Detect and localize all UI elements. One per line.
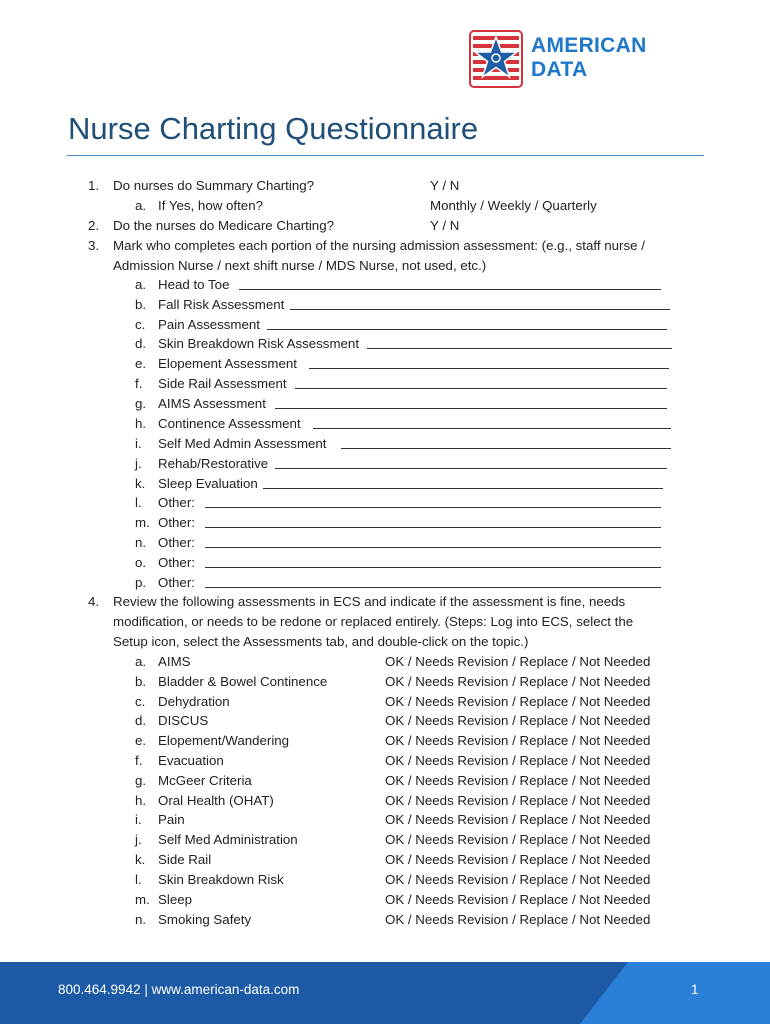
item-letter: h. <box>135 416 147 431</box>
item-letter: p. <box>135 575 147 590</box>
item-letter: i. <box>135 812 142 827</box>
question-text: Do the nurses do Medicare Charting? <box>113 218 334 233</box>
item-letter: c. <box>135 317 146 332</box>
item-label: Smoking Safety <box>158 912 252 927</box>
fill-in-blank[interactable] <box>295 374 667 389</box>
item-letter: f. <box>135 753 143 768</box>
answer-options: Y / N <box>430 178 460 193</box>
item-letter: l. <box>135 495 142 510</box>
item-letter: b. <box>135 297 147 312</box>
item-label: Self Med Admin Assessment <box>158 436 327 451</box>
item-label: Pain Assessment <box>158 317 260 332</box>
item-letter: a. <box>135 654 147 669</box>
item-label: Bladder & Bowel Continence <box>158 674 328 689</box>
item-letter: a. <box>135 277 147 292</box>
item-label: Fall Risk Assessment <box>158 297 285 312</box>
page-title: Nurse Charting Questionnaire <box>68 111 479 146</box>
answer-options: Y / N <box>430 218 460 233</box>
page-number: 1 <box>691 982 699 997</box>
item-label: Other: <box>158 535 195 550</box>
logo-line-1: AMERICAN <box>531 34 647 57</box>
rating-options[interactable]: OK / Needs Revision / Replace / Not Needed <box>385 753 651 768</box>
question-text: Mark who completes each portion of the nursing admission assessment: (e.g., staff nurse / <box>113 238 645 253</box>
fill-in-blank[interactable] <box>239 275 661 290</box>
item-label: McGeer Criteria <box>158 773 252 788</box>
item-label: Other: <box>158 555 195 570</box>
item-label: Oral Health (OHAT) <box>158 793 274 808</box>
question-text: If Yes, how often? <box>158 198 263 213</box>
item-label: Sleep Evaluation <box>158 476 258 491</box>
item-letter: f. <box>135 376 143 391</box>
item-letter: k. <box>135 852 146 867</box>
item-letter: n. <box>135 912 147 927</box>
fill-in-blank[interactable] <box>205 533 661 548</box>
fill-in-blank[interactable] <box>267 315 667 330</box>
fill-in-blank[interactable] <box>205 513 661 528</box>
item-letter: n. <box>135 535 147 550</box>
item-label: Self Med Administration <box>158 832 298 847</box>
logo-line-2: DATA <box>531 58 588 81</box>
item-label: Other: <box>158 575 195 590</box>
question-number: 1. <box>88 178 100 193</box>
item-letter: j. <box>135 832 142 847</box>
fill-in-blank[interactable] <box>367 334 672 349</box>
item-label: DISCUS <box>158 713 209 728</box>
fill-in-blank[interactable] <box>313 414 671 429</box>
rating-options[interactable]: OK / Needs Revision / Replace / Not Needed <box>385 892 651 907</box>
item-letter: m. <box>135 515 150 530</box>
item-letter: j. <box>135 456 142 471</box>
item-letter: m. <box>135 892 150 907</box>
item-letter: d. <box>135 713 147 728</box>
question-4-continued: modification, or needs to be redone or replaced entirely. (Steps: Log into ECS, select the <box>113 614 634 629</box>
rating-options[interactable]: OK / Needs Revision / Replace / Not Needed <box>385 793 651 808</box>
item-label: AIMS Assessment <box>158 396 266 411</box>
question-4-continued: Setup icon, select the Assessments tab, and double-click on the topic.) <box>113 634 529 649</box>
item-label: Continence Assessment <box>158 416 301 431</box>
item-letter: g. <box>135 773 147 788</box>
item-label: Side Rail Assessment <box>158 376 287 391</box>
rating-options[interactable]: OK / Needs Revision / Replace / Not Needed <box>385 654 651 669</box>
item-label: Elopement Assessment <box>158 356 297 371</box>
item-letter: k. <box>135 476 146 491</box>
item-label: Pain <box>158 812 185 827</box>
item-label: Other: <box>158 495 195 510</box>
fill-in-blank[interactable] <box>205 553 661 568</box>
item-label: Head to Toe <box>158 277 230 292</box>
item-letter: o. <box>135 555 147 570</box>
rating-options[interactable]: OK / Needs Revision / Replace / Not Needed <box>385 852 651 867</box>
rating-options[interactable]: OK / Needs Revision / Replace / Not Needed <box>385 694 651 709</box>
rating-options[interactable]: OK / Needs Revision / Replace / Not Needed <box>385 733 651 748</box>
question-text: Review the following assessments in ECS and indicate if the assessment is fine, needs <box>113 594 626 609</box>
question-number: 2. <box>88 218 100 233</box>
item-letter: a. <box>135 198 147 213</box>
fill-in-blank[interactable] <box>309 354 669 369</box>
footer-contact: 800.464.9942 | www.american-data.com <box>58 982 300 997</box>
question-number: 3. <box>88 238 100 253</box>
rating-options[interactable]: OK / Needs Revision / Replace / Not Needed <box>385 872 651 887</box>
fill-in-blank[interactable] <box>275 454 667 469</box>
item-label: Elopement/Wandering <box>158 733 290 748</box>
item-letter: d. <box>135 336 147 351</box>
question-3-continued: Admission Nurse / next shift nurse / MDS Nurse, not used, etc.) <box>113 258 487 273</box>
item-letter: h. <box>135 793 147 808</box>
rating-options[interactable]: OK / Needs Revision / Replace / Not Needed <box>385 713 651 728</box>
fill-in-blank[interactable] <box>205 573 661 588</box>
rating-options[interactable]: OK / Needs Revision / Replace / Not Needed <box>385 912 651 927</box>
item-label: Other: <box>158 515 195 530</box>
item-label: AIMS <box>158 654 191 669</box>
fill-in-blank[interactable] <box>290 295 670 310</box>
fill-in-blank[interactable] <box>341 434 671 449</box>
item-label: Rehab/Restorative <box>158 456 269 471</box>
fill-in-blank[interactable] <box>263 474 663 489</box>
answer-options: Monthly / Weekly / Quarterly <box>430 198 597 213</box>
fill-in-blank[interactable] <box>275 394 667 409</box>
item-letter: e. <box>135 733 147 748</box>
item-label: Skin Breakdown Risk <box>158 872 284 887</box>
rating-options[interactable]: OK / Needs Revision / Replace / Not Needed <box>385 674 651 689</box>
item-label: Evacuation <box>158 753 224 768</box>
rating-options[interactable]: OK / Needs Revision / Replace / Not Needed <box>385 773 651 788</box>
rating-options[interactable]: OK / Needs Revision / Replace / Not Needed <box>385 812 651 827</box>
item-letter: l. <box>135 872 142 887</box>
item-label: Skin Breakdown Risk Assessment <box>158 336 360 351</box>
fill-in-blank[interactable] <box>205 493 661 508</box>
item-letter: c. <box>135 694 146 709</box>
item-letter: i. <box>135 436 142 451</box>
question-text: Do nurses do Summary Charting? <box>113 178 315 193</box>
item-letter: e. <box>135 356 147 371</box>
item-letter: b. <box>135 674 147 689</box>
question-number: 4. <box>88 594 100 609</box>
item-letter: g. <box>135 396 147 411</box>
item-label: Sleep <box>158 892 193 907</box>
rating-options[interactable]: OK / Needs Revision / Replace / Not Needed <box>385 832 651 847</box>
item-label: Side Rail <box>158 852 212 867</box>
item-label: Dehydration <box>158 694 230 709</box>
